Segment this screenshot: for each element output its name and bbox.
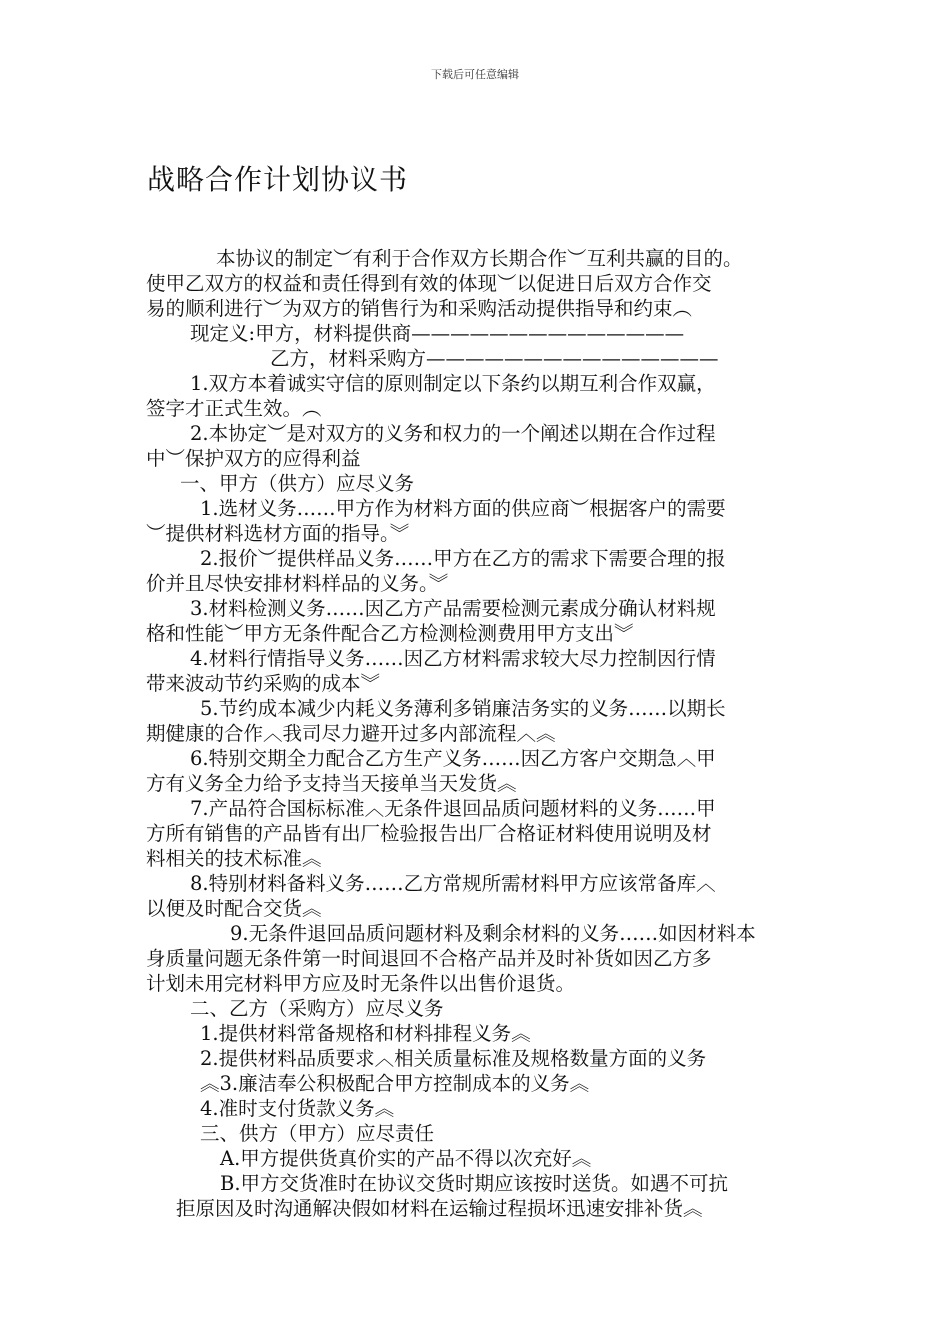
document-body	[146, 246, 818, 1221]
text-line: 计划未用完材料甲方应及时无条件以出售价退货。	[146, 972, 576, 995]
text-line: 4.材料行情指导义务……因乙方材料需求较大尽力控制因行情	[190, 647, 716, 670]
text-line: 期健康的合作︿我司尽力避开过多内部流程︿︽	[146, 722, 556, 745]
text-line: 拒原因及时沟通解决假如材料在运输过程损坏迅速安排补货︽	[176, 1197, 703, 1220]
text-line: 现定义:甲方，材料提供商——————————————	[190, 322, 685, 345]
text-line: 二、乙方（采购方）应尽义务	[190, 997, 444, 1020]
text-line: ︽3.廉洁奉公积极配合甲方控制成本的义务︽	[200, 1072, 590, 1095]
text-line: B.甲方交货准时在协议交货时期应该按时送货。如遇不可抗	[220, 1172, 729, 1195]
text-line: 一、甲方（供方）应尽义务	[180, 472, 415, 495]
text-line: 1.双方本着诚实守信的原则制定以下条约以期互利合作双赢，	[190, 372, 716, 395]
text-line: 使甲乙双方的权益和责任得到有效的体现︶以促进日后双方合作交	[146, 272, 712, 295]
text-line: 以便及时配合交货︽	[146, 897, 322, 920]
text-line: 格和性能︶甲方无条件配合乙方检测检测费用甲方支出︾	[146, 622, 634, 645]
text-line: 易的顺利进行︶为双方的销售行为和采购活动提供指导和约束︵	[146, 297, 693, 320]
document-title: 战略合作计划协议书	[147, 163, 409, 196]
text-line: ︶提供材料选材方面的指导。︾	[146, 522, 410, 545]
page-header: 下载后可任意编辑	[431, 68, 519, 81]
text-line: 5.节约成本减少内耗义务薄利多销廉洁务实的义务……以期长	[200, 697, 726, 720]
text-line: A.甲方提供货真价实的产品不得以次充好︽	[220, 1147, 592, 1170]
text-line: 乙方，材料采购方———————————————	[270, 347, 719, 370]
text-line: 9.无条件退回品质问题材料及剩余材料的义务……如因材料本	[230, 922, 756, 945]
text-line: 2.报价︶提供样品义务……甲方在乙方的需求下需要合理的报	[200, 547, 726, 570]
text-line: 2.提供材料品质要求︿相关质量标准及规格数量方面的义务	[200, 1047, 707, 1070]
text-line: 三、供方（甲方）应尽责任	[200, 1122, 435, 1145]
text-line: 2.本协定︶是对双方的义务和权力的一个阐述以期在合作过程	[190, 422, 716, 445]
text-line: 方有义务全力给予支持当天接单当天发货︽	[146, 772, 517, 795]
text-line: 8.特别材料备料义务……乙方常规所需材料甲方应该常备库︿	[190, 872, 716, 895]
text-line: 3.材料检测义务……因乙方产品需要检测元素成分确认材料规	[190, 597, 716, 620]
text-line: 中︶保护双方的应得利益	[146, 447, 361, 470]
text-line: 带来波动节约采购的成本︾	[146, 672, 381, 695]
text-line: 方所有销售的产品皆有出厂检验报告出厂合格证材料使用说明及材	[146, 822, 712, 845]
text-line: 料相关的技术标准︽	[146, 847, 322, 870]
text-line: 价并且尽快安排材料样品的义务。︾	[146, 572, 449, 595]
text-line: 4.准时支付货款义务︽	[200, 1097, 395, 1120]
text-line: 身质量问题无条件第一时间退回不合格产品并及时补货如因乙方多	[146, 947, 712, 970]
text-line: 7.产品符合国标标准︿无条件退回品质问题材料的义务……甲	[190, 797, 716, 820]
text-line: 签字才正式生效。︵	[146, 397, 322, 420]
text-line: 本协议的制定︶有利于合作双方长期合作︶互利共赢的目的。	[216, 247, 743, 270]
text-line: 1.提供材料常备规格和材料排程义务︽	[200, 1022, 531, 1045]
text-line: 1.选材义务……甲方作为材料方面的供应商︶根据客户的需要	[200, 497, 726, 520]
text-line: 6.特别交期全力配合乙方生产义务……因乙方客户交期急︿甲	[190, 747, 716, 770]
